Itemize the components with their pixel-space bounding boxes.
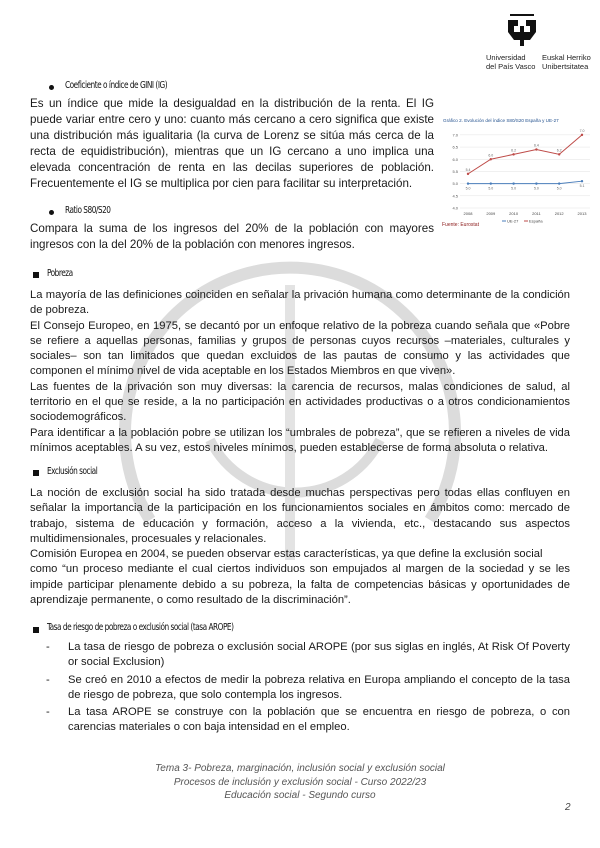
bullet-icon	[49, 85, 54, 90]
arope-list	[44, 640, 570, 738]
heading-ratio: Ratio S80/S20	[65, 205, 111, 216]
logo-text-es-2: del País Vasco	[486, 61, 536, 71]
data-point	[512, 182, 514, 184]
heading-arope: Tasa de riesgo de pobreza o exclusión social (tasa AROPE)	[47, 622, 234, 633]
bullet-icon	[49, 210, 54, 215]
y-tick-label: 7.0	[452, 132, 458, 138]
list-item-text: La tasa AROPE se construye con la población que se encuentra en riesgo de pobreza, o con carencias materiales o con baja intensidad en el empleo.	[68, 706, 570, 734]
footer-topic: Tema 3- Pobreza, marginación, inclusión social y exclusión social	[155, 763, 445, 774]
y-tick-label: 6.0	[452, 156, 458, 162]
ratio-paragraph: Compara la suma de los ingresos del 20% de la población con mayores ingresos con la del 20% de la población con menores ingresos.	[30, 222, 434, 251]
data-point	[581, 134, 583, 136]
data-point	[490, 158, 492, 160]
list-item: - La tasa de riesgo de pobreza o exclusión social AROPE (por sus siglas en inglés, At Risk Of Poverty or social Exclusion)	[46, 641, 570, 669]
data-label: 6.2	[556, 148, 562, 153]
logo-text-eu-2: Unibertsitatea	[542, 61, 589, 71]
bullet-icon	[33, 272, 39, 278]
y-tick-label: 6.5	[452, 144, 458, 150]
pobreza-paragraph: El Consejo Europeo, en 1975, se decantó por un enfoque relativo de la pobreza cuando señala que «Pobre se refiere a aquellas personas, familias y grupos de personas cuyos recursos –materiales, culturales y sociales– son tan limitados que quedan excluidos de las pautas de consumo y las actividades que componen el mínimo nivel de vida aceptable en los Estados Miembros en que viven».	[30, 319, 570, 378]
y-tick-label: 4.5	[452, 193, 458, 199]
list-item: - Se creó en 2010 a efectos de medir la pobreza relativa en Europa ampliando el concepto de la tasa de riesgo de pobreza, que solo contempla los ingresos.	[46, 673, 570, 701]
data-point	[558, 153, 560, 155]
list-item: - La tasa AROPE se construye con la población que se encuentra en riesgo de pobreza, o con carencias materiales o con baja intensidad en el empleo.	[46, 706, 570, 734]
gini-paragraph: Es un índice que mide la desigualdad en la distribución de la renta. El IG puede variar entre cero y uno: cuanto más cercano a cero significa que existe una distribución más igualitaria (la curva de Lorenz se sitúa más cerca de la recta de equidistribución), mientras que un IG cercano a uno implica una elevada concentración de renta en las decilas superiores de población. Frecuentemente el IG se multiplica por cien para facilitar su interpretación.	[30, 97, 434, 190]
data-point	[467, 182, 469, 184]
data-label: 5.0	[488, 186, 494, 191]
data-point	[581, 180, 583, 182]
pobreza-paragraph: La mayoría de las definiciones coinciden en señalar la privación humana como determinante de la condición de pobreza.	[30, 289, 570, 317]
data-label: 5.4	[465, 167, 471, 172]
page-number: 2	[565, 802, 571, 813]
logo-text-es: Universidad	[486, 53, 526, 62]
logo-text-eu: Euskal Herriko	[542, 53, 591, 62]
data-point	[558, 182, 560, 184]
pobreza-paragraph: Para identificar a la población pobre se utilizan los “umbrales de pobreza”, que se refieren a niveles de vida mínimos aceptables. A su vez, estos niveles mínimos, pueden establecerse de forma absoluta o relativa.	[30, 426, 570, 454]
data-label: 5.1	[579, 184, 585, 189]
data-label: 6.4	[533, 143, 539, 148]
university-logo	[486, 14, 594, 76]
data-point	[535, 148, 537, 150]
x-tick-label: 2010	[509, 211, 519, 216]
pobreza-section	[30, 288, 570, 456]
heading-pobreza: Pobreza	[47, 268, 73, 279]
heading-gini: Coeficiente o índice de GINI (IG)	[65, 80, 168, 91]
s80-s20-chart	[440, 114, 595, 230]
bullet-icon	[33, 470, 39, 476]
heading-exclusion: Exclusión social	[47, 466, 98, 477]
series-line-UE-27	[468, 181, 582, 183]
list-item-text: La tasa de riesgo de pobreza o exclusión social AROPE (por sus siglas en inglés, At Risk Of Poverty or social Exclusion)	[68, 641, 570, 669]
data-point	[535, 182, 537, 184]
y-tick-label: 5.0	[452, 181, 458, 187]
exclusion-section	[30, 486, 570, 608]
data-label: 5.0	[556, 186, 562, 191]
chart-title: Gráfico 2. Evolución del índice S80/S20 España y UE-27	[443, 118, 559, 123]
data-point	[467, 173, 469, 175]
chart-source: Fuente: Eurostat	[442, 222, 479, 228]
university-emblem-icon	[506, 14, 538, 50]
y-tick-label: 4.0	[452, 205, 458, 211]
pobreza-paragraph: Las fuentes de la privación son muy diversas: la carencia de recursos, malas condiciones de salud, al territorio en el que se reside, a la no participación en actividades productivas o a otros condicionamientos sociodemográficos.	[30, 380, 570, 424]
page-footer	[0, 762, 600, 803]
legend-label: España	[529, 218, 543, 224]
legend-label: UE-27	[507, 218, 519, 224]
data-label: 6.2	[511, 148, 517, 153]
x-tick-label: 2008	[463, 211, 473, 216]
x-tick-label: 2012	[554, 211, 564, 216]
footer-course: Procesos de inclusión y exclusión social - Curso 2022/23	[173, 776, 427, 788]
footer-degree: Educación social - Segundo curso	[224, 790, 376, 801]
x-tick-label: 2013	[577, 211, 587, 216]
data-label: 7.0	[579, 128, 585, 133]
data-label: 6.0	[488, 153, 494, 158]
exclusion-paragraph: La noción de exclusión social ha sido tratada desde muchas perspectivas pero todas ellas confluyen en señalar la importancia de la participación en los funcionamientos sociales en ámbitos como: mercado de trabajo, sistema de educación y formación, acceso a la vivienda, etc., destacando sus aspectos multidimensionales, procesuales y relacionales.	[30, 487, 570, 545]
data-label: 5.0	[465, 186, 471, 191]
exclusion-paragraph: Comisión Europea en 2004, se pueden observar estas características, ya que define la exclusión social	[30, 548, 543, 561]
data-point	[512, 153, 514, 155]
data-point	[490, 182, 492, 184]
bullet-icon	[33, 627, 39, 633]
x-tick-label: 2011	[532, 211, 541, 216]
y-tick-label: 5.5	[452, 168, 458, 174]
data-label: 5.0	[511, 186, 517, 191]
series-line-España	[465, 135, 582, 174]
exclusion-paragraph: como “un proceso mediante el cual ciertos individuos son empujados al margen de la sociedad y se les impide participar plenamente debido a su pobreza, la falta de competencias básicas y oportunidades de aprendizaje permanente, o como resultado de la discriminación”.	[30, 563, 570, 607]
data-label: 5.0	[533, 186, 539, 191]
list-item-text: Se creó en 2010 a efectos de medir la pobreza relativa en Europa ampliando el concepto de la tasa de riesgo de pobreza, que solo contempla los ingresos.	[68, 673, 570, 701]
x-tick-label: 2009	[486, 211, 496, 216]
